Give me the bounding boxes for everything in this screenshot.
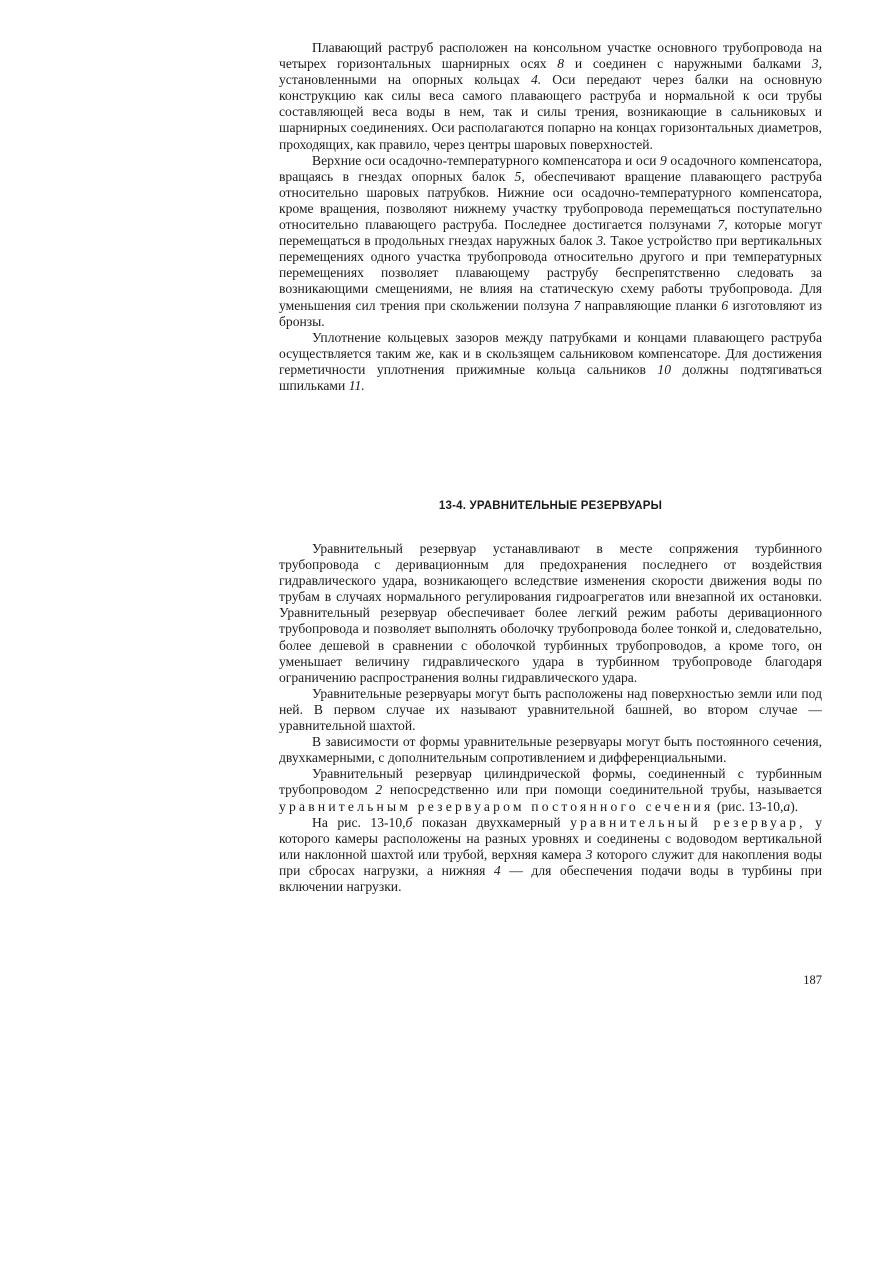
figure-ref: 3, [811,56,822,72]
text-run: На рис. 13-10, [312,814,406,830]
figure-ref: 2 [375,782,383,798]
text-column-top [279,40,822,394]
figure-ref: 3 [585,846,593,862]
spaced-term: уравнительным резервуаром постоянного сечения [279,798,714,814]
text-run: которые могут перемещаться в продольных гнездах наружных балок [279,217,822,249]
section-heading: 13-4. УРАВНИТЕЛЬНЫЕ РЕЗЕРВУАРЫ [438,500,663,512]
text-run: изготовляют из бронзы. [279,297,822,329]
text-run: обеспечивают вращение плавающего раструба относительно шаровых патрубков. Нижние оси осадочно-температурного компенсатора, кроме вращения, позволяют нижнему участку трубопровода перемещаться поступательно относительно плавающего раструба. Последнее достигается ползунами [279,168,822,233]
figure-ref: 6 [721,297,729,313]
text-run: ). [790,798,799,814]
text-run: Оси передают через балки на основную конструкцию как силы веса самого плавающего раструба и нормальной к оси трубы составляющей веса воды в нем, так и силы трения, возникающие в сальниковых и шарнирных соединениях. Оси располагаются попарно на концах горизонтальных диаметров, проходящих, как правило, через центры шаровых поверхностей. [279,72,822,152]
page-number: 187 [803,973,822,987]
text-run: направляющие планки [580,297,722,313]
figure-ref: 7 [573,297,581,313]
figure-ref: 5, [514,168,525,184]
paragraph-two-chamber [279,815,822,895]
paragraph-location: Уравнительные резервуары могут быть расположены над поверхностью земли или под ней. В первом случае их называют уравнительной башней, во втором случае — уравнительной шахтой. [279,685,822,734]
text-run: у которого камеры расположены на разных уровнях и соединены с водоводом вертикальной или наклонной шахтой или трубой, верхняя камера [279,814,823,862]
text-run: должны подтягиваться шпильками [279,361,822,393]
text-run: и соединен с наружными балками [564,56,812,72]
text-run: Верхние оси осадочно-температурного компенсатора и оси [312,152,660,168]
text-run: — для обеспечения подачи воды в турбины при включении нагрузки. [279,862,822,894]
text-run: Уравнительный резервуар цилиндрической формы, соединенный с турбинным трубопроводом [279,766,822,798]
figure-ref: 8 [557,56,565,72]
text-run: показан двухкамерный [412,814,571,830]
text-run: которого служит для накопления воды при сбросах нагрузки, а нижняя [279,846,822,878]
text-run: Уплотнение кольцевых зазоров между патрубками и концами плавающего раструба осуществляется таким же, как и в скользящем сальниковом компенсаторе. Для достижения герметичности уплотнения прижимные кольца сальников [279,329,822,377]
paragraph-floating-socket [279,40,822,153]
paragraph-types: В зависимости от формы уравнительные резервуары могут быть постоянного сечения, двухкамерными, с дополнительным сопротивлением и дифференциальными. [279,734,822,766]
spaced-term: уравнительный резервуар, [570,814,806,830]
text-run: Плавающий раструб расположен на консольном участке основного трубопровода на четырех горизонтальных шарнирных осях [279,40,822,72]
figure-ref: 4. [530,72,542,88]
paragraph-surge-tank-intro: Уравнительный резервуар устанавливают в месте сопряжения турбинного трубопровода с деривационным для предохранения последнего от воздействия гидравлического удара, возникающего вследствие изменения скорости движения воды по трубам в случаях нормального регулирования гидроагрегатов или внезапной их остановки. Уравнительный резервуар обеспечивает более легкий режим работы деривационного трубопровода и позволяет выполнять оболочку трубопровода более тонкой и, следовательно, более дешевой в сравнении с оболочкой турбинных трубопроводов, а кроме того, он уменьшает величину гидравлического удара в турбинном трубопроводе благодаря ограничению распространения волны гидравлического удара. [279,541,822,685]
figure-ref: а [783,798,791,814]
text-run: (рис. 13-10, [713,798,784,814]
paragraph-sealing [279,330,822,394]
text-run: непосредственно или при помощи соединительной трубы, называется [382,782,822,798]
text-column-bottom [279,541,822,895]
figure-ref: 4 [493,862,501,878]
figure-ref: 10 [657,361,672,377]
figure-ref: 9 [660,152,667,168]
figure-ref: 11. [348,377,365,393]
text-run: осадочного компенсатора, вращаясь в гнездах опорных балок [279,152,822,184]
text-run: Такое устройство при вертикальных перемещениях одного участка трубопровода относительно другого и при температурных перемещениях позволяет плавающему раструбу беспрепятственно следовать за возникающими смещениями, не влияя на статическую схему работы трубопровода. Для уменьшения сил трения при скольжении ползуна [279,233,822,313]
paragraph-constant-section [279,766,822,814]
figure-ref: 7, [717,217,728,233]
figure-ref: 3. [596,233,607,249]
paragraph-upper-axes [279,153,822,330]
text-run: установленными на опорных кольцах [279,72,531,88]
figure-ref: б [405,814,413,830]
